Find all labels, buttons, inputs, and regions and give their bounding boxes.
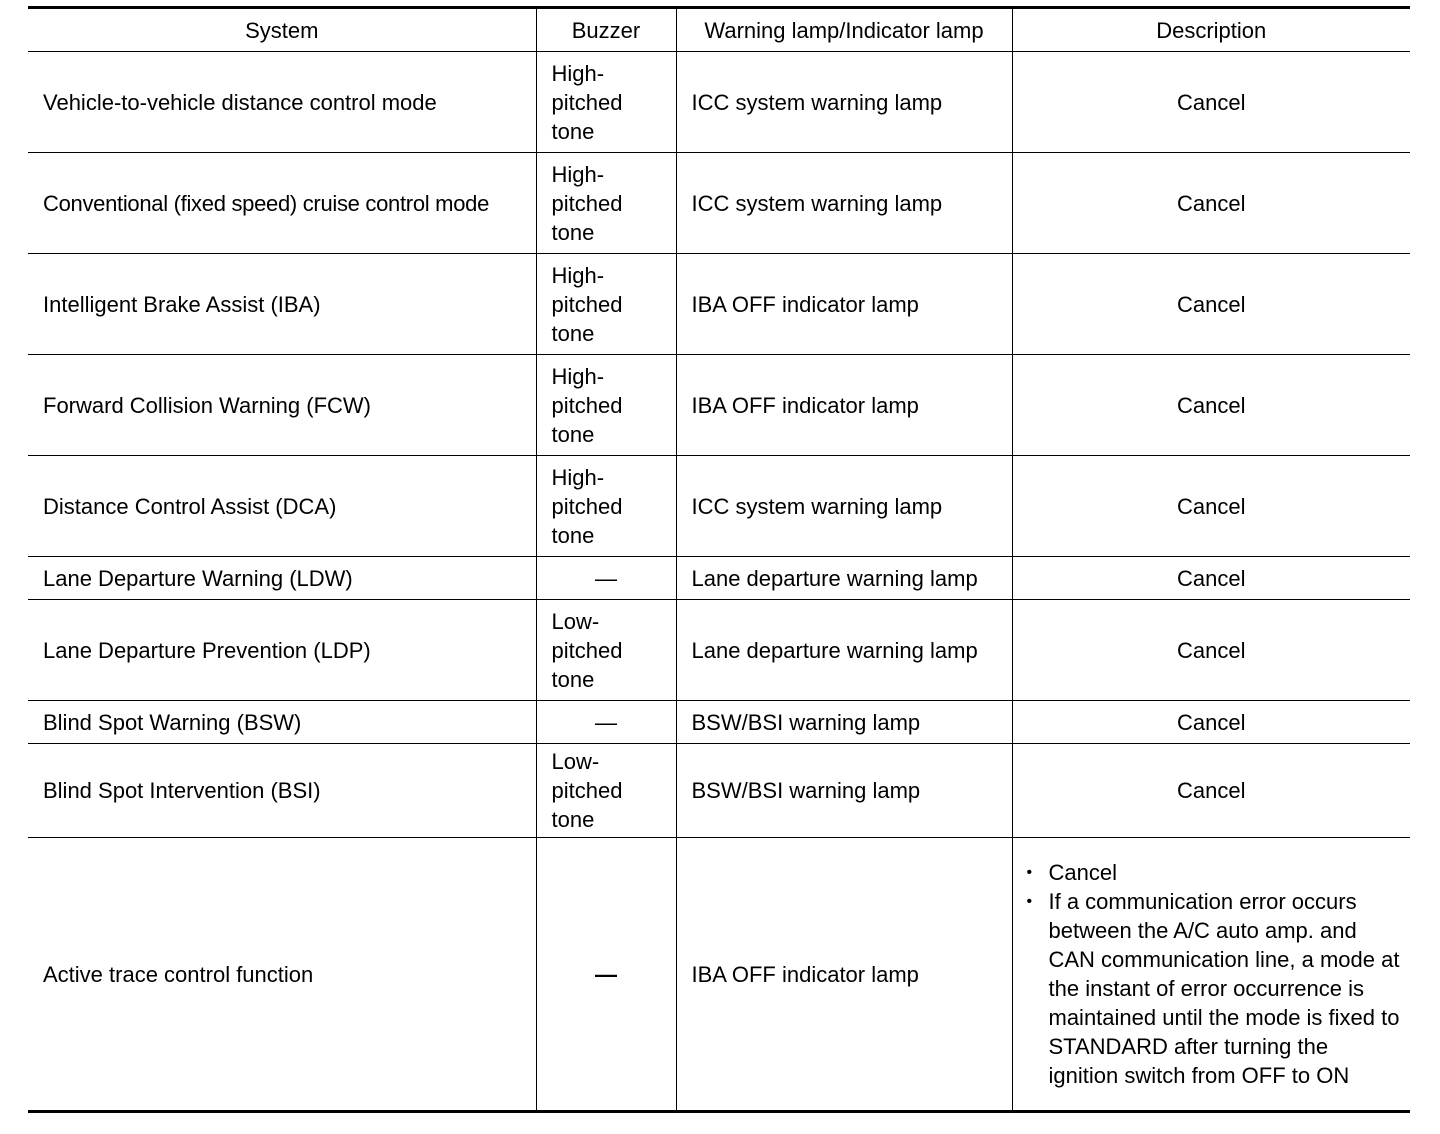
- system-cell: Vehicle-to-vehicle distance control mode: [28, 52, 536, 153]
- buzzer-line: High-: [551, 161, 605, 187]
- buzzer-cell: [536, 456, 676, 557]
- system-cell: Conventional (fixed speed) cruise control mode: [28, 153, 536, 254]
- buzzer-line: High-: [551, 60, 605, 86]
- lamp-cell: ICC system warning lamp: [676, 153, 1012, 254]
- table-row: [28, 254, 1410, 355]
- buzzer-line: tone: [551, 666, 595, 692]
- buzzer-line: pitched: [551, 190, 623, 216]
- buzzer-line: pitched: [551, 291, 623, 317]
- buzzer-cell: [536, 355, 676, 456]
- system-cell: Forward Collision Warning (FCW): [28, 355, 536, 456]
- system-cell: Active trace control function: [28, 838, 536, 1112]
- table-row: [28, 744, 1410, 838]
- buzzer-cell: [536, 254, 676, 355]
- buzzer-line: pitched: [551, 778, 623, 803]
- system-table: [28, 6, 1410, 1113]
- buzzer-line: pitched: [551, 637, 623, 663]
- buzzer-line: High-: [551, 464, 605, 490]
- buzzer-line: tone: [551, 807, 595, 832]
- table-row: [28, 838, 1410, 1112]
- lamp-cell: Lane departure warning lamp: [676, 600, 1012, 701]
- system-cell: Distance Control Assist (DCA): [28, 456, 536, 557]
- description-cell: Cancel: [1012, 744, 1410, 838]
- description-cell: Cancel: [1012, 355, 1410, 456]
- description-cell: Cancel: [1012, 52, 1410, 153]
- header-description: Description: [1012, 8, 1410, 52]
- system-cell: Lane Departure Prevention (LDP): [28, 600, 536, 701]
- description-cell: Cancel: [1012, 557, 1410, 600]
- lamp-cell: BSW/BSI warning lamp: [676, 744, 1012, 838]
- lamp-cell: IBA OFF indicator lamp: [676, 838, 1012, 1112]
- header-buzzer: Buzzer: [536, 8, 676, 52]
- description-cell: Cancel: [1012, 701, 1410, 744]
- buzzer-line: tone: [551, 522, 595, 548]
- lamp-cell: IBA OFF indicator lamp: [676, 355, 1012, 456]
- system-cell: Intelligent Brake Assist (IBA): [28, 254, 536, 355]
- buzzer-cell: —: [536, 838, 676, 1112]
- buzzer-cell: [536, 744, 676, 838]
- buzzer-line: tone: [551, 118, 595, 144]
- table-row: [28, 52, 1410, 153]
- table-row: [28, 600, 1410, 701]
- header-system: System: [28, 8, 536, 52]
- lamp-cell: ICC system warning lamp: [676, 456, 1012, 557]
- description-cell: [1012, 838, 1410, 1112]
- description-cell: Cancel: [1012, 254, 1410, 355]
- buzzer-line: tone: [551, 219, 595, 245]
- buzzer-cell: [536, 153, 676, 254]
- table-header-row: [28, 8, 1410, 52]
- table-row: [28, 153, 1410, 254]
- table-row: [28, 355, 1410, 456]
- buzzer-cell: —: [536, 701, 676, 744]
- buzzer-line: Low-: [551, 749, 600, 774]
- buzzer-cell: —: [536, 557, 676, 600]
- lamp-cell: BSW/BSI warning lamp: [676, 701, 1012, 744]
- description-list: [1025, 858, 1401, 1090]
- buzzer-line: Low-: [551, 608, 600, 634]
- buzzer-line: tone: [551, 320, 595, 346]
- buzzer-line: High-: [551, 363, 605, 389]
- lamp-cell: IBA OFF indicator lamp: [676, 254, 1012, 355]
- description-bullet: • Cancel: [1025, 858, 1401, 887]
- lamp-cell: Lane departure warning lamp: [676, 557, 1012, 600]
- description-cell: Cancel: [1012, 600, 1410, 701]
- header-warning-lamp: Warning lamp/Indicator lamp: [676, 8, 1012, 52]
- buzzer-line: tone: [551, 421, 595, 447]
- description-cell: Cancel: [1012, 153, 1410, 254]
- table-row: [28, 456, 1410, 557]
- buzzer-line: pitched: [551, 89, 623, 115]
- table-row: [28, 701, 1410, 744]
- lamp-cell: ICC system warning lamp: [676, 52, 1012, 153]
- buzzer-line: High-: [551, 262, 605, 288]
- system-cell: Lane Departure Warning (LDW): [28, 557, 536, 600]
- description-bullet: • If a communication error occurs between the A/C auto amp. and CAN communication line, a mode at the instant of error occurrence is maintained until the mode is fixed to STANDARD after turning the ignition switch from OFF to ON: [1025, 887, 1401, 1090]
- buzzer-line: pitched: [551, 392, 623, 418]
- buzzer-cell: [536, 600, 676, 701]
- system-cell: Blind Spot Intervention (BSI): [28, 744, 536, 838]
- buzzer-line: pitched: [551, 493, 623, 519]
- table-row: [28, 557, 1410, 600]
- system-cell: Blind Spot Warning (BSW): [28, 701, 536, 744]
- buzzer-cell: [536, 52, 676, 153]
- description-cell: Cancel: [1012, 456, 1410, 557]
